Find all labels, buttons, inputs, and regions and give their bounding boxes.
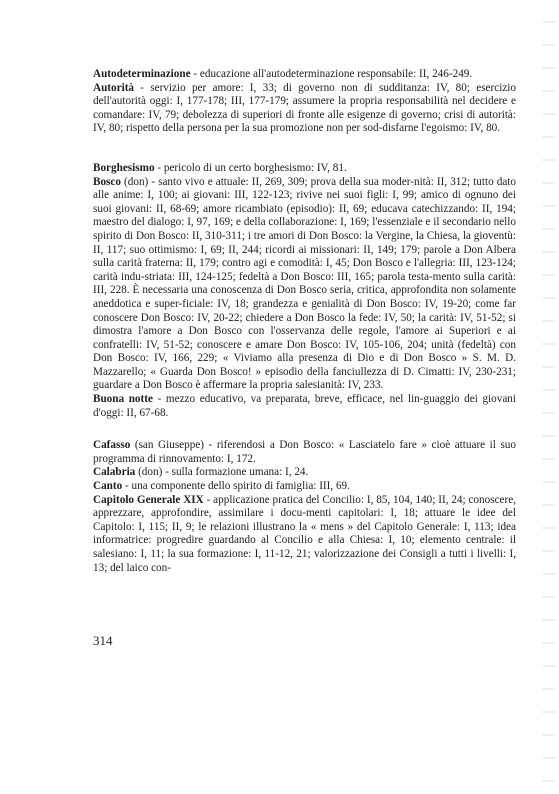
index-entry: [93, 466, 516, 480]
entry-text: (don) - sulla formazione umana: I, 24.: [135, 466, 309, 479]
entry-headword: Capitolo Generale XIX: [93, 493, 204, 506]
entry-headword: Buona notte: [93, 393, 153, 406]
index-entry: [93, 480, 516, 494]
entry-headword: Autorità: [93, 81, 135, 94]
index-entry: [93, 162, 516, 176]
entry-text: - applicazione pratica del Concilio: I, 85, 104, 140; II, 24; conoscere, apprezzare, approfondire, assimilare i docu-menti capitolari: I, 18; attuare le idee del Capitolo: I, 115; II, 9; le relazioni illustrano la « mens » del Capitolo Generale: I, 113; idea informatrice: progredire guardando al Concilio e alla Chiesa: I, 10; elemento centrale: il salesiano: I, 11; la sua formazione: I, 11-12, 21; valorizzazione dei Consigli a tutti i livelli: I, 13; del laico con-: [93, 493, 516, 574]
entry-text: - servizio per amore: I, 33; di governo non di sudditanza: IV, 80; esercizio dell'autorità oggi: I, 177-178; III, 177-179; assumere la propria responsabilità nel decidere e comandare: IV, 79; debolezza di superiori di fronte alle esigenze di governo; crisi di autorità: IV, 80; rispetto della persona per la sua promozione non per sod-disfarne l'egoismo: IV, 80.: [93, 81, 516, 135]
entry-headword: Canto: [93, 480, 123, 493]
entry-text: - educazione all'autodeterminazione responsabile: II, 246-249.: [190, 68, 473, 80]
index-entry: [93, 82, 516, 136]
index-entry: [93, 393, 516, 420]
entry-headword: Autodeterminazione: [93, 68, 191, 80]
page-number: 314: [93, 633, 113, 648]
entry-headword: Bosco: [93, 175, 121, 188]
index-entry: [93, 494, 516, 576]
entry-text: - mezzo educativo, va preparata, breve, efficace, nel lin-guaggio dei giovani d'oggi: II, 67-68.: [93, 393, 517, 419]
entry-text: (san Giuseppe) - riferendosi a Don Bosco: « Lasciatelo fare » cioè attuare il suo programma di rinnovamento: I, 172.: [93, 439, 516, 465]
entry-headword: Cafasso: [93, 439, 131, 452]
entry-headword: Borghesismo: [93, 161, 155, 174]
index-entry: [93, 439, 516, 466]
index-page-body: [93, 68, 516, 575]
entry-text: - una componente dello spirito di famiglia: III, 69.: [122, 480, 350, 493]
entry-text: (don) - santo vivo e attuale: II, 269, 309; prova della sua moder-nità: II, 312; tutto dato alle anime: I, 100; ai giovani: III, 122-123; rivive nei suoi figli: I, 99; amico di ognuno dei suoi giovani: II, 68-69; amore ricambiato (episodio): II, 69; educava catechizzando: II, 194; maestro del dialogo: I, 97, 169; e della collaborazione: I, 169; l'essenziale e il secondario nello spirito di Don Bosco: II, 310-311; i tre amori di Don Bosco: la Vergine, la Chiesa, la gioventù: II, 117; suo ottimismo: I, 69; II, 244; ricordi ai missionari: II, 149; 179; parole a Don Albera sulla carità fraterna: II, 179; contro agi e comodità: I, 45; Don Bosco e l'allegria: III, 123-124; carità indu-striata: III, 124-125; fedeltà a Don Bosco: III, 165; parola testa-mento sulla carità: III, 228. È necessaria una conoscenza di Don Bosco seria, critica, approfondita non solamente aneddotica e super-ficiale: IV, 18; grandezza e genialità di Don Bosco: IV, 19-20; come far conoscere Don Bosco: IV, 20-22; chiedere a Don Bosco la fede: IV, 50; la carità: IV, 51-52; si dimostra l'amore a Don Bosco con l'osservanza delle regole, l'amore ai Superiori e ai confratelli: IV, 51-52; conoscere e amare Don Bosco: IV, 105-106, 204; unità (fedeltà) con Don Bosco: IV, 166, 229; « Viviamo alla presenza di Dio e di Don Bosco » S. M. D. Mazzarello; « Guarda Don Bosco! » episodio della fanciullezza di D. Cimatti: IV, 230-231; guardare a Don Bosco è affermare la propria salesianità: IV, 233.: [93, 175, 516, 392]
entry-text: - pericolo di un certo borghesismo: IV, 81.: [154, 161, 347, 174]
index-entry: [93, 176, 516, 394]
entry-headword: Calabria: [93, 466, 136, 479]
index-entry: [93, 68, 516, 82]
scan-margin-artifact: [542, 0, 556, 794]
